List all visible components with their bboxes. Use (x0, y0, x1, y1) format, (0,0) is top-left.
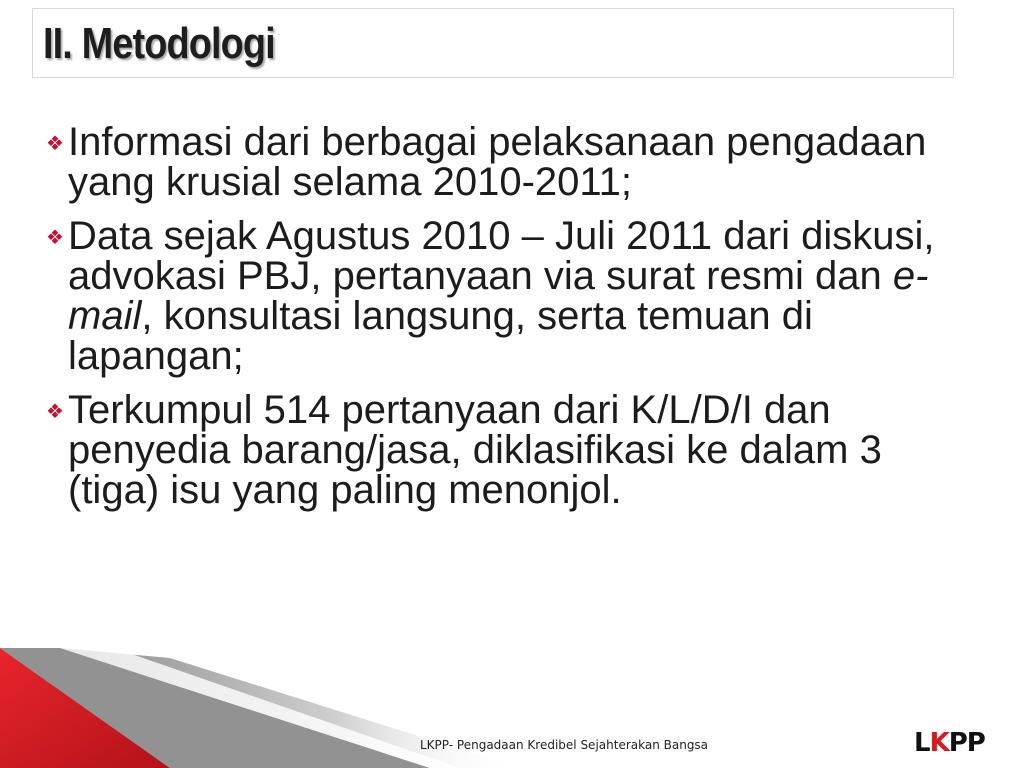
diamond-bullet-icon: ❖ (46, 401, 64, 423)
email-italic-text: e-mail (68, 254, 929, 338)
bullet-text (68, 216, 970, 376)
title-box (32, 8, 954, 78)
bullet-text-part: Data sejak Agustus 2010 – Juli 2011 dari diskusi, advokasi PBJ, pertanyaan via surat resmi dan (68, 214, 935, 298)
bullet-item-2 (40, 216, 970, 376)
bullet-text: Terkumpul 514 pertanyaan dari K/L/D/I dan penyedia barang/jasa, diklasifikasi ke dalam 3 (tiga) isu yang paling menonjol. (68, 388, 882, 512)
lkpp-logo: LKPP (914, 728, 985, 758)
slide-title: II. Metodologi (43, 19, 275, 68)
bullet-text-part: , konsultasi langsung, serta temuan di lapangan; (68, 294, 813, 378)
bullet-item-1 (40, 122, 970, 202)
bullet-list (40, 122, 970, 524)
bullet-text: Informasi dari berbagai pelaksanaan pengadaan yang krusial selama 2010-2011; (68, 120, 927, 204)
footer-tagline: LKPP- Pengadaan Kredibel Sejahterakan Bangsa (420, 738, 709, 752)
diamond-bullet-icon: ❖ (46, 133, 64, 155)
bullet-item-3 (40, 390, 970, 510)
diamond-bullet-icon: ❖ (46, 227, 64, 249)
